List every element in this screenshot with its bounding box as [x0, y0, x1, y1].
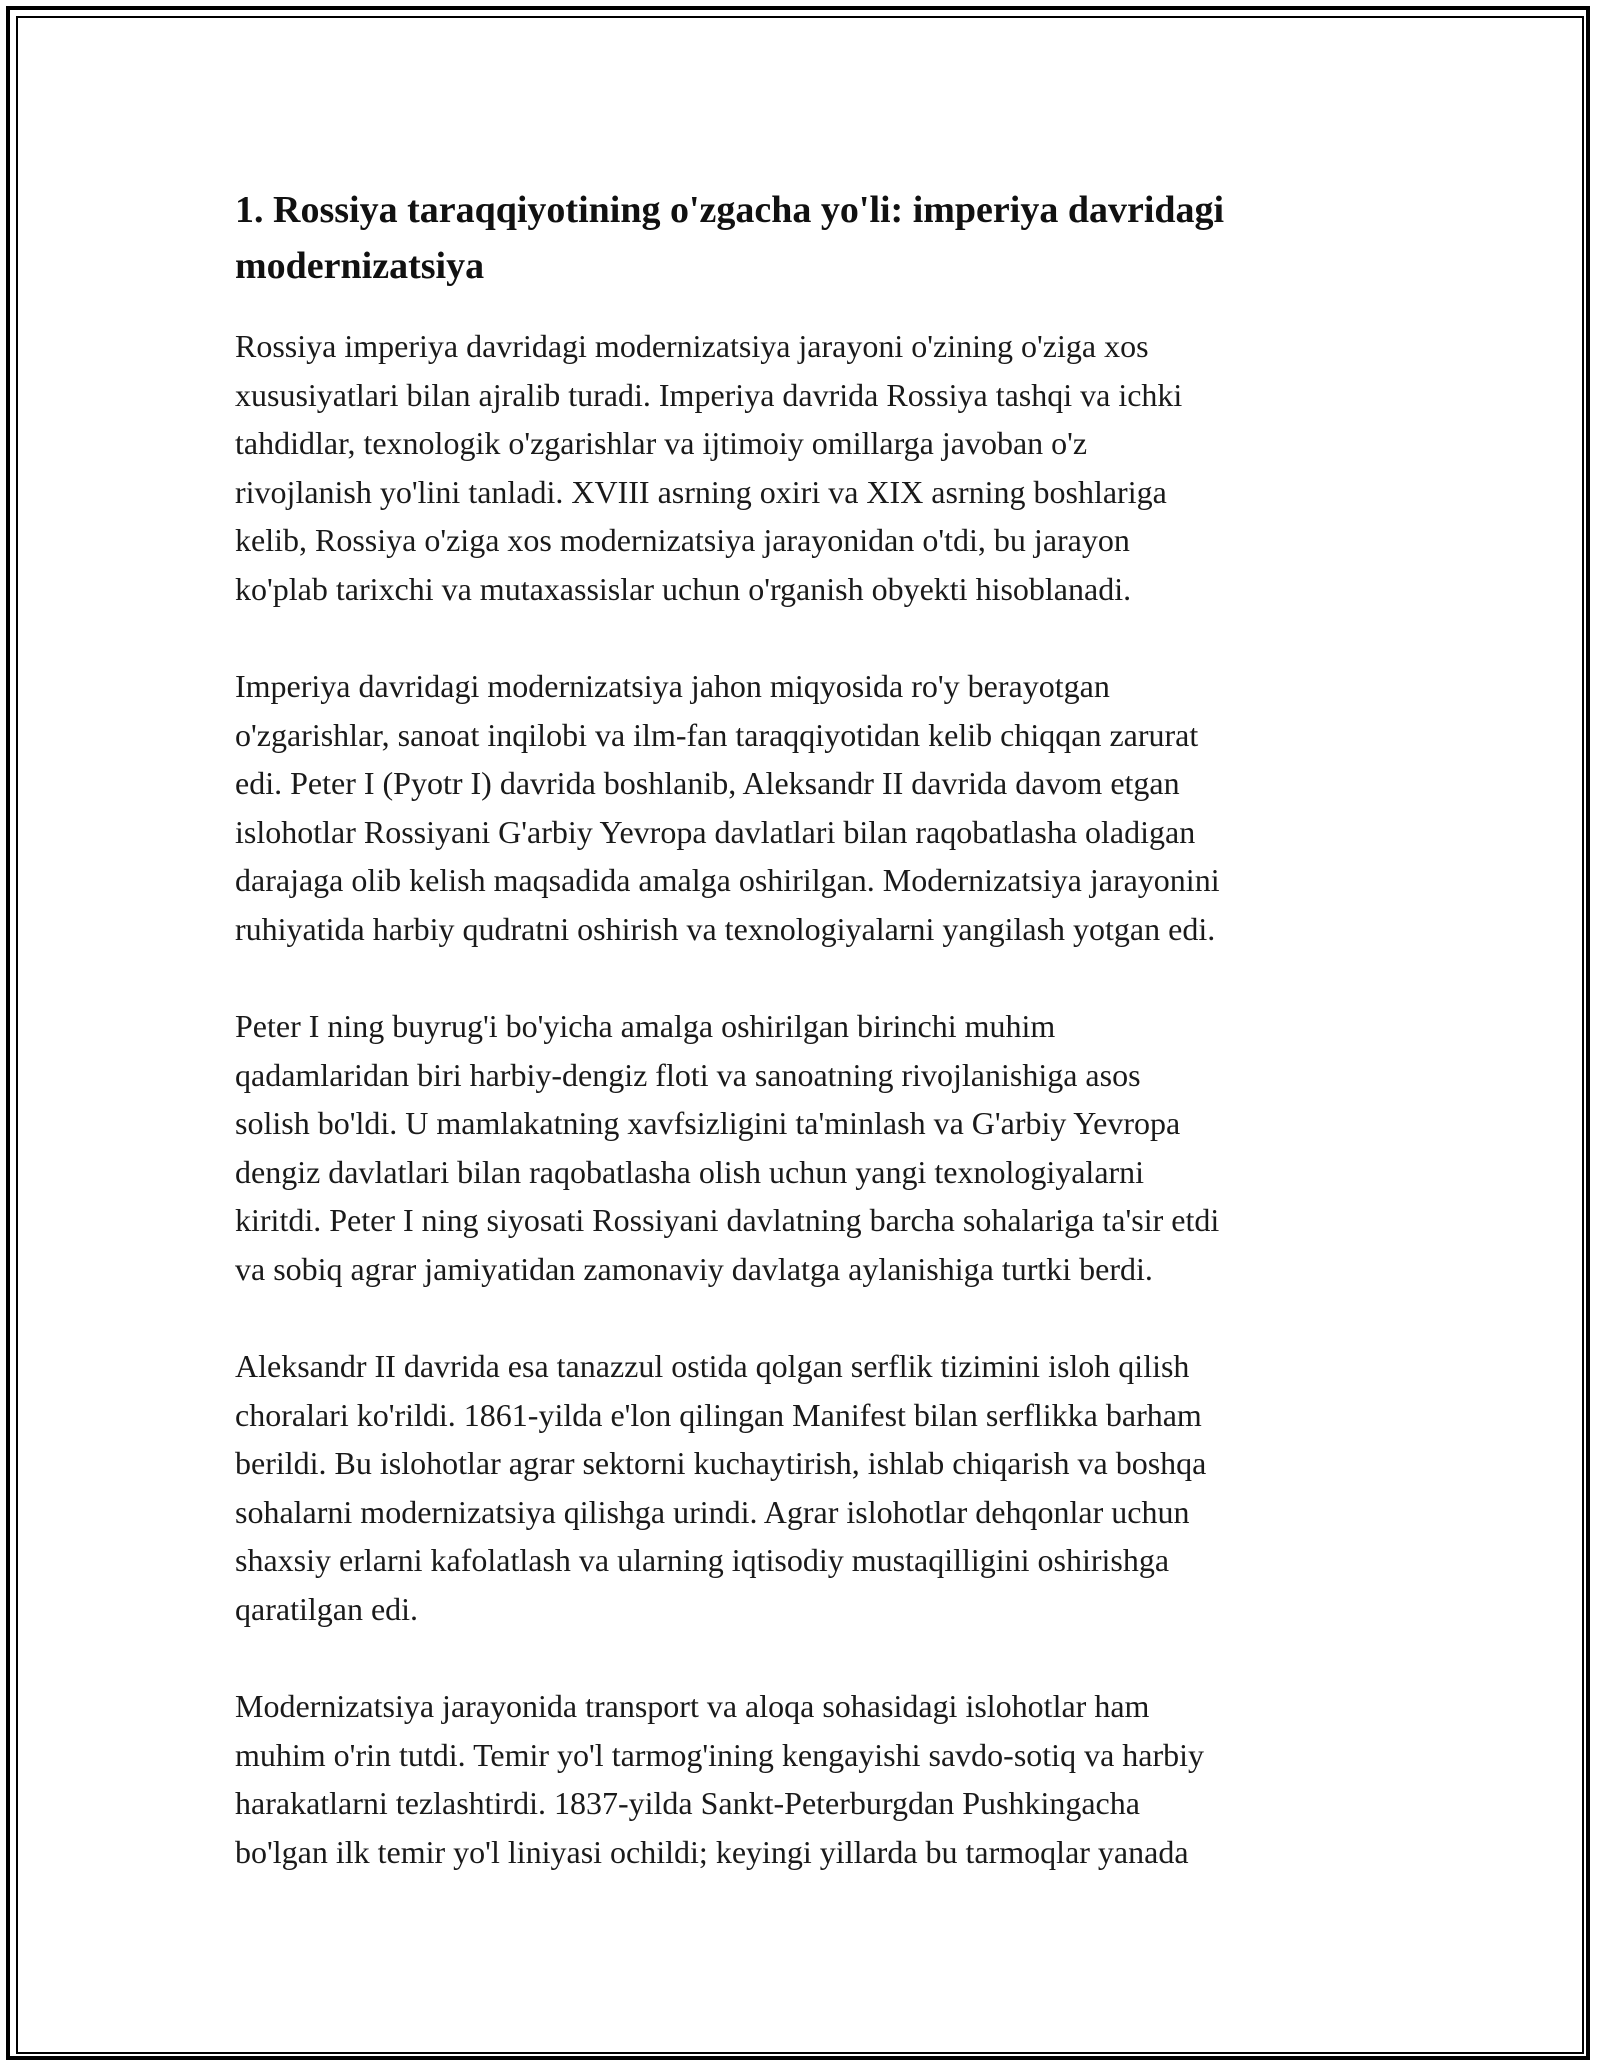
paragraph-3: Peter I ning buyrug'i bo'yicha amalga oshirilgan birinchi muhim qadamlaridan biri harbiy-dengiz floti va sanoatning rivojlanishiga asos solish bo'ldi. U mamlakatning xavfsizligini ta'minlash va G'arbiy Yevropa dengiz davlatlari bilan raqobatlasha olish uchun yangi texnologiyalarni kiritdi. Peter I ning siyosati Rossiyani davlatning barcha sohalariga ta'sir etdi va sobiq agrar jamiyatidan zamonaviy davlatga aylanishiga turtki berdi. — [235, 1008, 1220, 1287]
document-body — [235, 182, 1375, 1925]
paragraph-2: Imperiya davridagi modernizatsiya jahon miqyosida ro'y berayotgan o'zgarishlar, sanoat inqilobi va ilm-fan taraqqiyotidan kelib chiqqan zarurat edi. Peter I (Pyotr I) davrida boshlanib, Aleksandr II davrida davom etgan islohotlar Rossiyani G'arbiy Yevropa davlatlari bilan raqobatlasha oladigan darajaga olib kelish maqsadida amalga oshirilgan. Modernizatsiya jarayonini ruhiyatida harbiy qudratni oshirish va texnologiyalarni yangilash yotgan edi. — [235, 668, 1220, 947]
section-heading: 1. Rossiya taraqqiyotining o'zgacha yo'li: imperiya davridagi modernizatsiya — [235, 189, 1225, 287]
paragraph-5: Modernizatsiya jarayonida transport va aloqa sohasidagi islohotlar ham muhim o'rin tutdi. Temir yo'l tarmog'ining kengayishi savdo-sotiq va harbiy harakatlarni tezlashtirdi. 1837-yilda Sankt-Peterburgdan Pushkingacha bo'lgan ilk temir yo'l liniyasi ochildi; keyingi yillarda bu tarmoqlar yanada — [235, 1688, 1205, 1870]
paragraph-1: Rossiya imperiya davridagi modernizatsiya jarayoni o'zining o'ziga xos xususiyatlari bilan ajralib turadi. Imperiya davrida Rossiya tashqi va ichki tahdidlar, texnologik o'zgarishlar va ijtimoiy omillarga javoban o'z rivojlanish yo'lini tanladi. XVIII asrning oxiri va XIX asrning boshlariga kelib, Rossiya o'ziga xos modernizatsiya jarayonidan o'tdi, bu jarayon ko'plab tarixchi va mutaxassislar uchun o'rganish obyekti hisoblanadi. — [235, 328, 1183, 607]
paragraph-4: Aleksandr II davrida esa tanazzul ostida qolgan serflik tizimini isloh qilish choralari ko'rildi. 1861-yilda e'lon qilingan Manifest bilan serflikka barham berildi. Bu islohotlar agrar sektorni kuchaytirish, ishlab chiqarish va boshqa sohalarni modernizatsiya qilishga urindi. Agrar islohotlar dehqonlar uchun shaxsiy erlarni kafolatlash va ularning iqtisodiy mustaqilligini oshirishga qaratilgan edi. — [235, 1348, 1207, 1627]
